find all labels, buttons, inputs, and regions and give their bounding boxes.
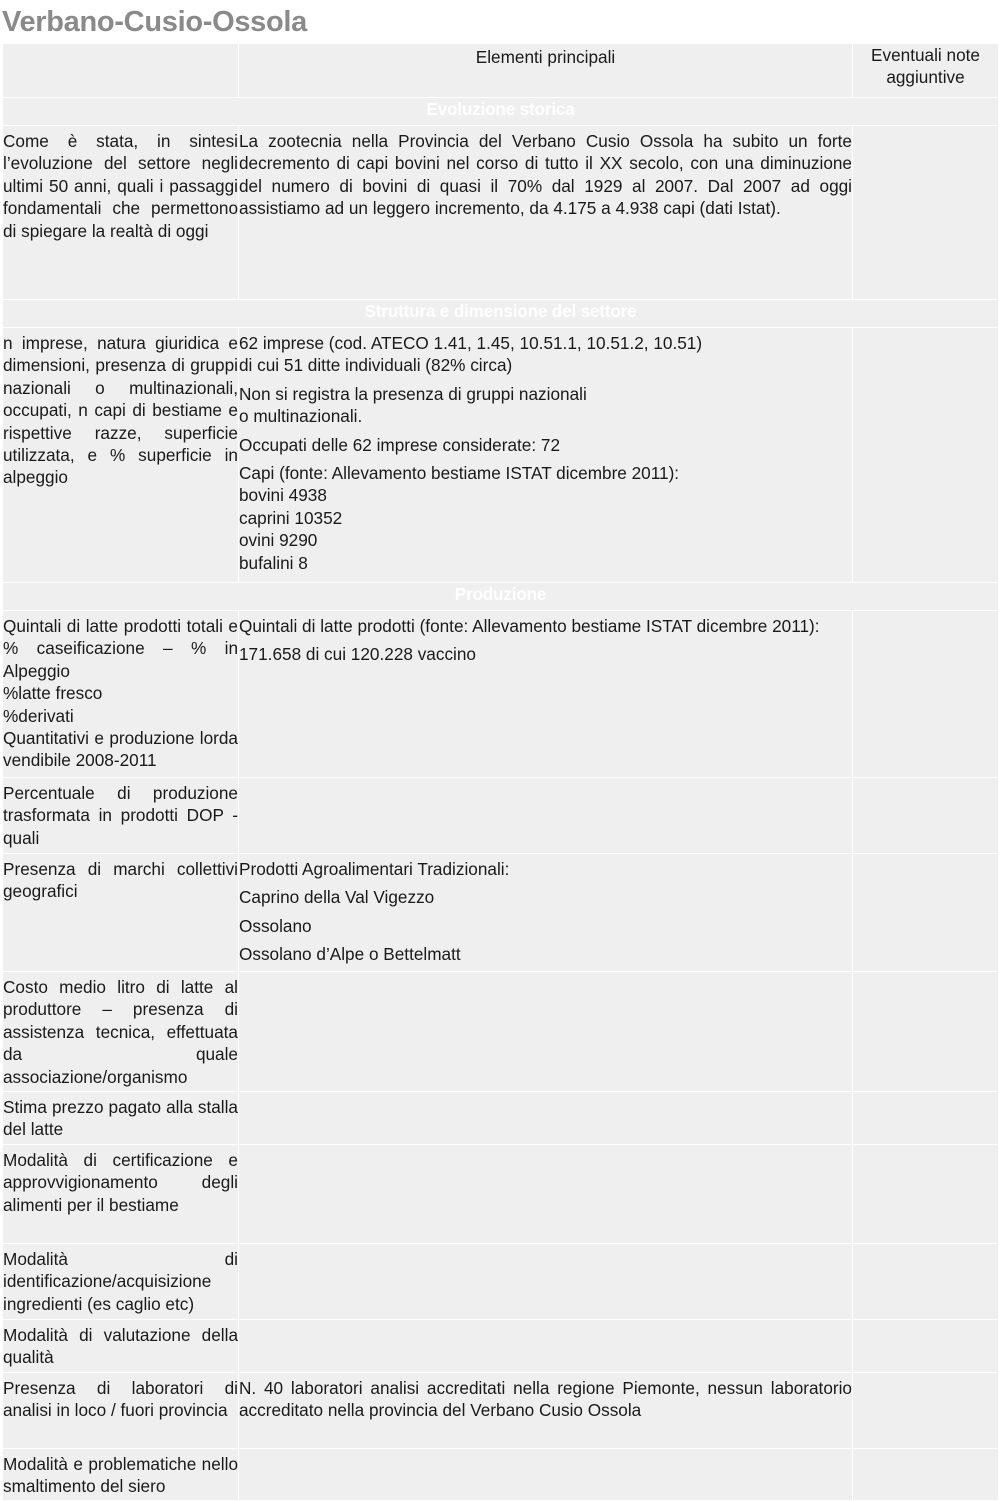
- header-col-main: Elementi principali: [239, 44, 853, 98]
- question-text: Stima prezzo pagato alla stalla del latte: [3, 1097, 238, 1140]
- table-row: [3, 1244, 999, 1320]
- table-row: [3, 854, 999, 972]
- row-answer: [239, 1092, 853, 1145]
- table-row: [3, 1092, 999, 1145]
- row-answer: [239, 1320, 853, 1373]
- answer-line: Capi (fonte: Allevamento bestiame ISTAT dicembre 2011):: [239, 463, 680, 484]
- row-notes: [853, 611, 999, 778]
- row-answer: [239, 972, 853, 1092]
- section-title: Produzione: [3, 583, 999, 611]
- answer-paragraph: [239, 383, 852, 428]
- row-notes: [853, 1449, 999, 1501]
- section-row-struttura: [3, 300, 999, 328]
- answer-text: N. 40 laboratori analisi accreditati nella regione Piemonte, nessun laboratorio accreditato nella provincia del Verbano Cusio Ossola: [239, 1378, 852, 1421]
- row-question: [3, 1449, 239, 1501]
- question-line: %latte fresco: [3, 683, 103, 704]
- row-question: [3, 972, 239, 1092]
- answer-line: bovini 4938: [239, 485, 327, 506]
- answer-paragraph: [239, 462, 852, 574]
- answer-line: di cui 51 ditte individuali (82% circa): [239, 355, 513, 376]
- table-row: [3, 126, 999, 300]
- row-answer: [239, 1145, 853, 1244]
- answer-paragraph: Ossolano d’Alpe o Bettelmatt: [239, 944, 461, 965]
- table-row: [3, 328, 999, 583]
- header-col-question: [3, 44, 239, 98]
- header-notes-line1: Eventuali note: [871, 45, 980, 65]
- section-row-evoluzione: [3, 98, 999, 126]
- row-notes: [853, 1092, 999, 1145]
- answer-line: Non si registra la presenza di gruppi nazionali: [239, 383, 587, 404]
- table-header-row: [3, 44, 999, 98]
- row-notes: [853, 126, 999, 300]
- table-row: [3, 1373, 999, 1449]
- row-notes: [853, 778, 999, 854]
- row-answer: [239, 328, 853, 583]
- row-notes: [853, 1145, 999, 1244]
- row-question: [3, 1373, 239, 1449]
- question-text: Presenza di marchi collettivi geografici: [3, 859, 238, 902]
- answer-line: Occupati delle 62 imprese considerate: 72: [239, 434, 561, 455]
- question-line: Quintali di latte prodotti totali e % caseificazione – % in Alpeggio: [3, 616, 238, 681]
- row-answer: [239, 126, 853, 300]
- row-answer: [239, 1244, 853, 1320]
- answer-paragraph: Prodotti Agroalimentari Tradizionali:: [239, 859, 510, 879]
- row-answer: [239, 778, 853, 854]
- page-title: Verbano-Cusio-Ossola: [2, 6, 308, 38]
- row-answer: [239, 1373, 853, 1449]
- row-notes: [853, 1320, 999, 1373]
- section-title: Struttura e dimensione del settore: [3, 300, 999, 328]
- row-notes: [853, 854, 999, 972]
- section-title: Evoluzione storica: [3, 98, 999, 126]
- header-col-notes: [853, 44, 999, 98]
- answer-line: ovini 9290: [239, 530, 318, 551]
- question-text: Modalità di valutazione della qualità: [3, 1325, 238, 1368]
- row-question: [3, 1092, 239, 1145]
- row-notes: [853, 1244, 999, 1320]
- answer-paragraph: [239, 332, 852, 377]
- row-question: [3, 611, 239, 778]
- section-row-produzione: [3, 583, 999, 611]
- table-row: [3, 1320, 999, 1373]
- row-notes: [853, 1373, 999, 1449]
- row-answer: [239, 1449, 853, 1501]
- question-text: Modalità di certificazione e approvvigionamento degli alimenti per il bestiame: [3, 1150, 238, 1215]
- question-text: Come è stata, in sintesi l’evoluzione del settore negli ultimi 50 anni, quali i passaggi fondamentali che permettono di spiegare la realtà di oggi: [3, 131, 238, 241]
- answer-paragraph: [239, 434, 852, 456]
- question-text: Presenza di laboratori di analisi in loco / fuori provincia: [3, 1378, 238, 1421]
- table-row: [3, 1449, 999, 1501]
- answer-paragraph: Ossolano: [239, 915, 312, 936]
- row-question: [3, 778, 239, 854]
- answer-line: 62 imprese (cod. ATECO 1.41, 1.45, 10.51.1, 10.51.2, 10.51): [239, 333, 703, 353]
- question-text: Modalità di identificazione/acquisizione ingredienti (es caglio etc): [3, 1249, 238, 1314]
- question-text: Percentuale di produzione trasformata in prodotti DOP - quali: [3, 783, 238, 848]
- data-table: [2, 43, 999, 1501]
- header-notes-line2: aggiuntive: [886, 67, 965, 87]
- row-notes: [853, 328, 999, 583]
- row-question: [3, 1145, 239, 1244]
- answer-line: o multinazionali.: [239, 406, 363, 427]
- question-line: Quantitativi e produzione lorda vendibile 2008-2011: [3, 728, 238, 771]
- question-line: %derivati: [3, 705, 74, 726]
- question-text: n imprese, natura giuridica e dimensioni, presenza di gruppi nazionali o multinazionali, occupati, n capi di bestiame e rispettive razze, superficie utilizzata, e % superficie in alpeggio: [3, 333, 238, 488]
- row-question: [3, 126, 239, 300]
- row-answer: [239, 611, 853, 778]
- table-row: [3, 1145, 999, 1244]
- table-row: [3, 611, 999, 778]
- answer-paragraph: Quintali di latte prodotti (fonte: Allevamento bestiame ISTAT dicembre 2011):: [239, 616, 820, 636]
- table-row: [3, 972, 999, 1092]
- row-question: [3, 1244, 239, 1320]
- question-text: Costo medio litro di latte al produttore – presenza di assistenza tecnica, effettuata da quale associazione/organismo: [3, 977, 238, 1087]
- table-row: [3, 778, 999, 854]
- row-question: [3, 328, 239, 583]
- answer-line: bufalini 8: [239, 552, 308, 573]
- answer-line: caprini 10352: [239, 507, 343, 528]
- question-text: Modalità e problematiche nello smaltimento del siero: [3, 1454, 238, 1497]
- answer-paragraph: 171.658 di cui 120.228 vaccino: [239, 644, 476, 665]
- row-question: [3, 854, 239, 972]
- row-notes: [853, 972, 999, 1092]
- row-question: [3, 1320, 239, 1373]
- row-answer: [239, 854, 853, 972]
- answer-paragraph: Caprino della Val Vigezzo: [239, 887, 435, 908]
- answer-text: La zootecnia nella Provincia del Verbano Cusio Ossola ha subito un forte decremento di capi bovini nel corso di tutto il XX secolo, con una diminuzione del numero di bovini di quasi il 70% dal 1929 al 2007. Dal 2007 ad oggi assistiamo ad un leggero incremento, da 4.175 a 4.938 capi (dati Istat).: [239, 131, 852, 219]
